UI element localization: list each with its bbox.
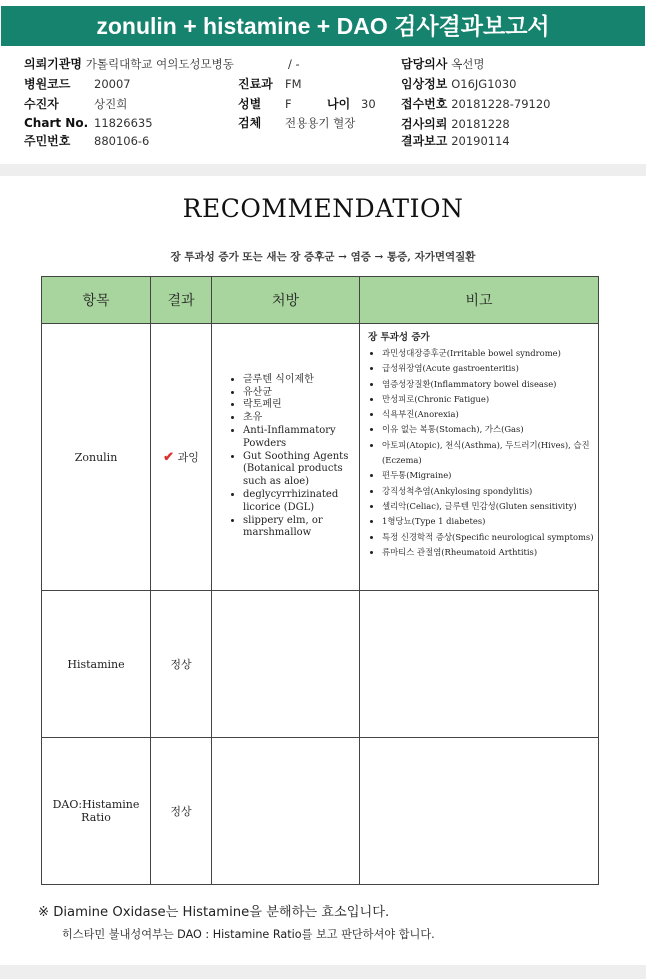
remarks-item: • 편두통(Migraine) xyxy=(382,468,594,483)
remarks-item: • 강직성척추염(Ankylosing spondylitis) xyxy=(382,484,594,499)
age-value: 30 xyxy=(361,97,376,111)
chart-no-field xyxy=(24,115,153,131)
item-cell: Zonulin xyxy=(42,324,151,591)
prescription-item: • slippery elm, or marshmallow xyxy=(243,515,358,541)
code-label: 병원코드 xyxy=(24,77,71,91)
check-icon: ✔ xyxy=(163,450,175,465)
clinical-label: 임상정보 xyxy=(401,77,448,91)
subject-field xyxy=(24,96,128,112)
doctor-value: 옥선명 xyxy=(451,57,485,71)
subject-value: 상진희 xyxy=(94,97,128,111)
prescription-cell xyxy=(212,324,360,591)
age-label: 나이 xyxy=(327,97,351,111)
institution-field xyxy=(24,56,234,72)
remarks-item: • 만성피로(Chronic Fatigue) xyxy=(382,392,594,407)
dept-field xyxy=(238,76,302,92)
reported-field xyxy=(401,133,510,149)
remarks-item: • 염증성장질환(Inflammatory bowel disease) xyxy=(382,377,594,392)
dept-label: 진료과 xyxy=(238,77,273,91)
recommendation-table xyxy=(41,276,599,885)
item-cell: DAO:Histamine Ratio xyxy=(42,738,151,885)
column-header-prescription: 처방 xyxy=(212,277,360,324)
bottom-divider xyxy=(0,965,646,979)
remarks-item: • 이유 없는 복통(Stomach), 가스(Gas) xyxy=(382,422,594,437)
institution-label: 의뢰기관명 xyxy=(24,57,82,71)
hospital-code-field xyxy=(24,76,131,92)
report-title: zonulin + histamine + DAO 검사결과보고서 xyxy=(1,6,645,46)
prescription-item: • 락토페린 xyxy=(243,399,358,412)
reported-label: 결과보고 xyxy=(401,134,448,148)
remarks-title: 장 투과성 증가 xyxy=(368,332,430,343)
specimen-label: 검체 xyxy=(238,116,262,130)
prescription-item: • 유산균 xyxy=(243,387,358,400)
remarks-item: • 류마티스 관절염(Rheumatoid Arthtitis) xyxy=(382,545,594,560)
remarks-cell xyxy=(360,738,599,885)
chart-value: 11826635 xyxy=(94,116,153,130)
clinical-value: O16JG1030 xyxy=(451,77,517,91)
sex-value: F xyxy=(285,97,292,111)
table-header-row xyxy=(42,277,599,324)
age-field xyxy=(327,96,376,112)
receipt-value: 20181228-79120 xyxy=(451,97,551,111)
remarks-item: • 1형당뇨(Type 1 diabetes) xyxy=(382,514,594,529)
dept-extra: / - xyxy=(288,57,300,71)
prescription-item: • 초유 xyxy=(243,412,358,425)
sex-label: 성별 xyxy=(238,97,262,111)
remarks-item: • 셀리악(Celiac), 글루텐 민감성(Gluten sensitivity) xyxy=(382,499,594,514)
doctor-label: 담당의사 xyxy=(401,57,448,71)
receipt-label: 접수번호 xyxy=(401,97,448,111)
table-row-histamine xyxy=(42,591,599,738)
table-row-dao-ratio xyxy=(42,738,599,885)
chart-label: Chart No. xyxy=(24,116,89,130)
receipt-field xyxy=(401,96,550,112)
subject-label: 수진자 xyxy=(24,97,59,111)
remarks-cell xyxy=(360,591,599,738)
column-header-remarks: 비고 xyxy=(360,277,599,324)
table-row-zonulin xyxy=(42,324,599,591)
prescription-cell xyxy=(212,738,360,885)
sex-field xyxy=(238,96,292,112)
remarks-item: • 특정 신경학적 증상(Specific neurological symptoms) xyxy=(382,530,594,545)
prescription-cell xyxy=(212,591,360,738)
result-cell: 정상 xyxy=(151,738,212,885)
requested-field xyxy=(401,116,510,132)
specimen-value: 전용용기 혈장 xyxy=(285,116,356,130)
code-value: 20007 xyxy=(94,77,131,91)
result-cell: 정상 xyxy=(151,591,212,738)
recommendation-heading: RECOMMENDATION xyxy=(182,194,464,223)
clinical-info-field xyxy=(401,76,516,92)
reported-value: 20190114 xyxy=(451,134,510,148)
remarks-item: • 과민성대장증후군(Irritable bowel syndrome) xyxy=(382,346,594,361)
remarks-cell xyxy=(360,324,599,591)
remarks-item: • 급성위장염(Acute gastroenteritis) xyxy=(382,361,594,376)
requested-value: 20181228 xyxy=(451,117,510,131)
dept-value: FM xyxy=(285,77,302,91)
id-number-field xyxy=(24,133,150,149)
item-cell: Histamine xyxy=(42,591,151,738)
id-value: 880106-6 xyxy=(94,134,150,148)
specimen-field xyxy=(238,115,356,131)
institution-value: 가톨릭대학교 여의도성모병동 xyxy=(85,57,234,71)
footnote-detail: 히스타민 불내성여부는 DAO : Histamine Ratio를 보고 판단하셔야 합니다. xyxy=(62,928,435,941)
recommendation-subtitle: 장 투과성 증가 또는 새는 장 증후군 → 염증 → 통증, 자가면역질환 xyxy=(170,251,476,263)
remarks-item: • 아토피(Atopic), 천식(Asthma), 두드러기(Hives), 습진(Eczema) xyxy=(382,438,594,469)
result-value: 과잉 xyxy=(177,451,199,464)
prescription-item: • Gut Soothing Agents (Botanical products such as aloe) xyxy=(243,451,358,489)
section-divider xyxy=(0,164,646,176)
prescription-item: • 글루텐 식이제한 xyxy=(243,374,358,387)
column-header-item: 항목 xyxy=(42,277,151,324)
column-header-result: 결과 xyxy=(151,277,212,324)
prescription-item: • deglycyrrhizinated licorice (DGL) xyxy=(243,489,358,515)
remarks-item: • 식욕부진(Anorexia) xyxy=(382,407,594,422)
requested-label: 검사의뢰 xyxy=(401,117,448,131)
result-cell xyxy=(151,324,212,591)
doctor-field xyxy=(401,56,485,72)
prescription-item: • Anti-Inflammatory Powders xyxy=(243,425,358,451)
footnote-main: ※ Diamine Oxidase는 Histamine을 분해하는 효소입니다. xyxy=(38,905,390,920)
id-label: 주민번호 xyxy=(24,134,71,148)
